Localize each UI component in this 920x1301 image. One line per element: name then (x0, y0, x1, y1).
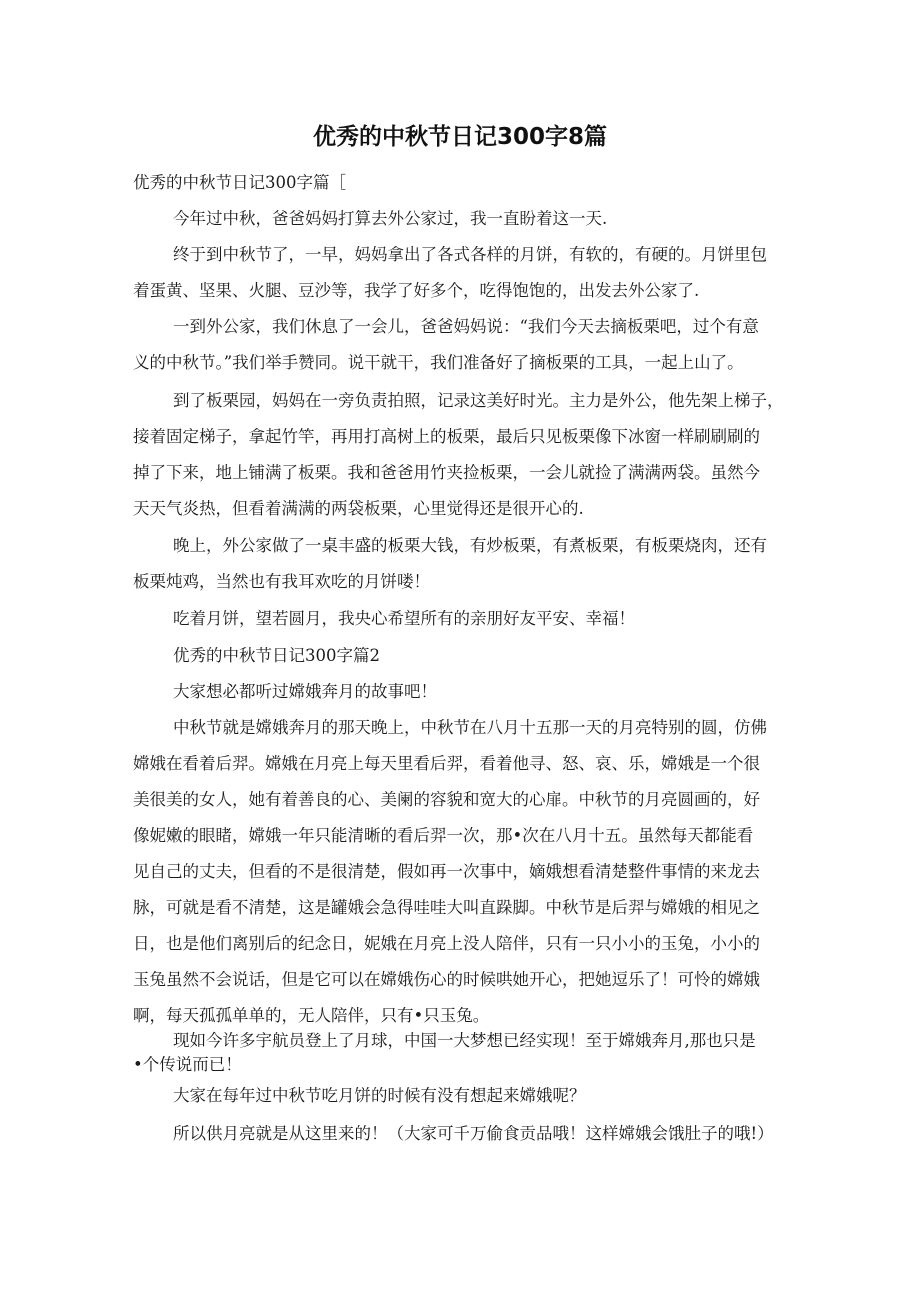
paragraph-line: 天天气炎热，但看着满满的两袋板栗，心里觉得还是很开心的. (133, 499, 584, 518)
paragraph-line: 终于到中秋节了，一早，妈妈拿出了各式各样的月饼，有软的，有硬的。月饼里包 (173, 245, 767, 264)
paragraph-line: 像妮嫩的眼睹，嫦娥一年只能清晰的看后羿一次，那•次在八月十五。虽然每天都能看 (133, 826, 754, 845)
paragraph-line: 所以供月亮就是从这里来的！（大家可千万偷食贡品哦！这样嫦娥会饿肚子的哦!） (173, 1124, 774, 1143)
paragraph-line: 大家想必都听过嫦娥奔月的故事吧！ (173, 682, 437, 701)
paragraph-line: 掉了下来，地上铺满了板栗。我和爸爸用竹夹捡板栗，一会儿就捡了满满两袋。虽然今 (133, 463, 760, 482)
page-title: 优秀的中秋节日记300字8篇 (312, 124, 607, 150)
paragraph-line: 现如今许多宇航员登上了月球，中国一大梦想已经实现！至于嫦娥奔月,那也只是 (173, 1031, 756, 1050)
paragraph-line: 玉兔虽然不会说话，但是它可以在嫦娥伤心的时候哄她开心，把她逗乐了！可怜的嫦娥 (133, 970, 760, 989)
paragraph-line: 一到外公家，我们休息了一会儿，爸爸妈妈说：“我们今天去摘板栗吧，过个有意 (173, 317, 759, 336)
paragraph-line: 着蛋黄、坚果、火腿、豆沙等，我学了好多个，吃得饱饱的，出发去外公家了. (133, 281, 700, 300)
paragraph-line: 见自己的丈夫，但看的不是很清楚，假如再一次事中，嫡娥想看清楚整件事情的来龙去 (133, 862, 760, 881)
paragraph-line: 义的中秋节。”我们举手赞同。说干就干，我们准备好了摘板栗的工具，一起上山了。 (133, 353, 744, 372)
paragraph-line: 接着固定梯子，拿起竹竿，再用打高树上的板栗，最后只见板栗像下冰窗一样刷刷刷的 (133, 427, 760, 446)
paragraph-line: 晚上，外公家做了一桌丰盛的板栗大钱，有炒板栗，有煮板栗，有板栗烧肉，还有 (173, 536, 767, 555)
paragraph-line: 今年过中秋，爸爸妈妈打算去外公家过，我一直盼着这一天. (173, 209, 608, 228)
subheading-2: 优秀的中秋节日记300字篇2 (173, 646, 380, 665)
paragraph-line: 美很美的女人，她有着善良的心、美阑的容貌和宽大的心扉。中秋节的月亮圆画的，好 (133, 790, 760, 809)
paragraph-line: 板栗炖鸡，当然也有我耳欢吃的月饼喽！ (133, 572, 430, 591)
paragraph-line: 嫦娥在看着后羿。嫦娥在月亮上每天里看后羿，看着他寻、怒、哀、乐，嫦娥是一个很 (133, 754, 760, 773)
subheading-1: 优秀的中秋节日记300字篇［ (133, 173, 346, 192)
paragraph-line: •个传说而已！ (133, 1055, 242, 1074)
paragraph-line: 到了板栗园，妈妈在一旁负责拍照，记录这美好时光。主力是外公，他先架上梯子， (173, 391, 784, 410)
paragraph-line: 中秋节就是嫦娥奔月的那天晚上，中秋节在八月十五那一天的月亮特别的圆，仿佛 (173, 718, 767, 737)
paragraph-line: 啊，每天孤孤单单的，无人陪伴，只有•只玉兔。 (133, 1006, 490, 1025)
paragraph-line: 日，也是他们离别后的纪念日，妮娥在月亮上没人陪伴，只有一只小小的玉兔，小小的 (133, 934, 760, 953)
paragraph-line: 脉，可就是看不清楚，这是罐娥会急得哇哇大叫直跺脚。中秋节是后羿与嫦娥的相见之 (133, 898, 760, 917)
paragraph-line: 大家在每年过中秋节吃月饼的时候有没有想起来嫦娥呢？ (173, 1086, 586, 1105)
paragraph-line: 吃着月饼，望若圆月，我央心希望所有的亲朋好友平安、幸福！ (173, 609, 635, 628)
